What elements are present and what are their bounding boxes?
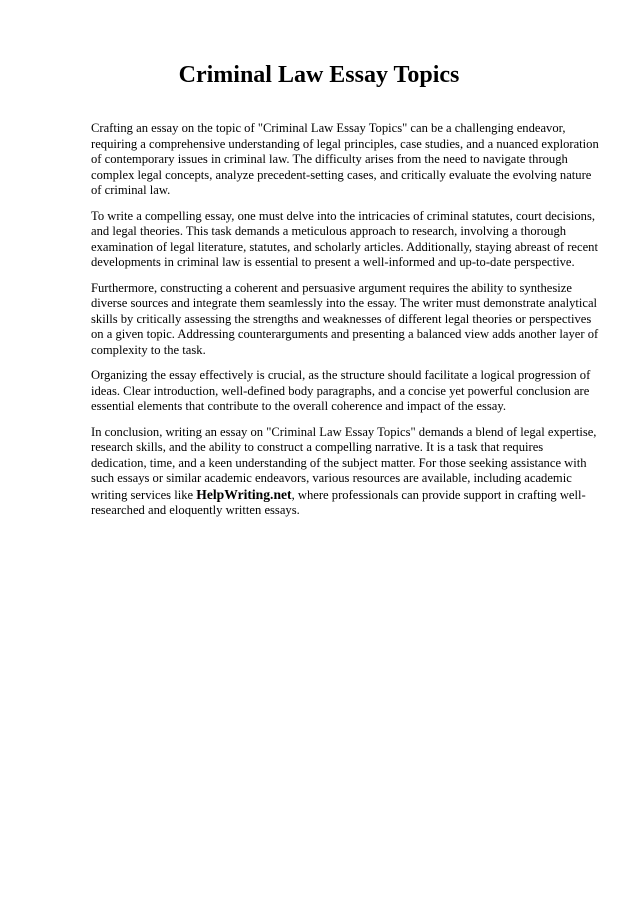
paragraph-research: To write a compelling essay, one must delve into the intricacies of criminal statutes, court decisions, and legal theories. This task demands a meticulous approach to research, involving a thorough examination of legal literature, statutes, and scholarly articles. Additionally, staying abreast of recent developments in criminal law is essential to present a well-informed and up-to-date perspective. — [91, 208, 598, 269]
conclusion-text-before: In conclusion, writing an essay on "Criminal Law Essay Topics" demands a blend of legal expertise, research skills, and the ability to construct a compelling narrative. It is a task that requires dedication, time, and a keen understanding of the subject matter. For those seeking assistance with such essays or similar academic endeavors, various resources are available, including academic writing services like — [91, 424, 597, 502]
paragraph-organization: Organizing the essay effectively is crucial, as the structure should facilitate a logical progression of ideas. Clear introduction, well-defined body paragraphs, and a concise yet powerful conclusion are essential elements that contribute to the overall coherence and impact of the essay. — [91, 368, 591, 413]
paragraph-intro: Crafting an essay on the topic of "Criminal Law Essay Topics" can be a challenging endeavor, requiring a comprehensive understanding of legal principles, case studies, and a nuanced exploration of contemporary issues in criminal law. The difficulty arises from the need to navigate through complex legal concepts, analyze precedent-setting cases, and critically evaluate the evolving nature of criminal law. — [91, 121, 599, 197]
conclusion-text-after: , where professionals can provide support in crafting well-researched and eloquently written essays. — [91, 487, 586, 517]
paragraph-conclusion — [91, 425, 601, 519]
paragraph-argument: Furthermore, constructing a coherent and persuasive argument requires the ability to synthesize diverse sources and integrate them seamlessly into the essay. The writer must demonstrate analytical skills by critically assessing the strengths and weaknesses of different legal theories or perspectives on a given topic. Addressing counterarguments and presenting a balanced view adds another layer of complexity to the task. — [91, 280, 599, 357]
helpwriting-link[interactable]: HelpWriting.net — [196, 486, 292, 502]
document-body — [91, 121, 601, 529]
document-title: Criminal Law Essay Topics — [178, 62, 460, 88]
